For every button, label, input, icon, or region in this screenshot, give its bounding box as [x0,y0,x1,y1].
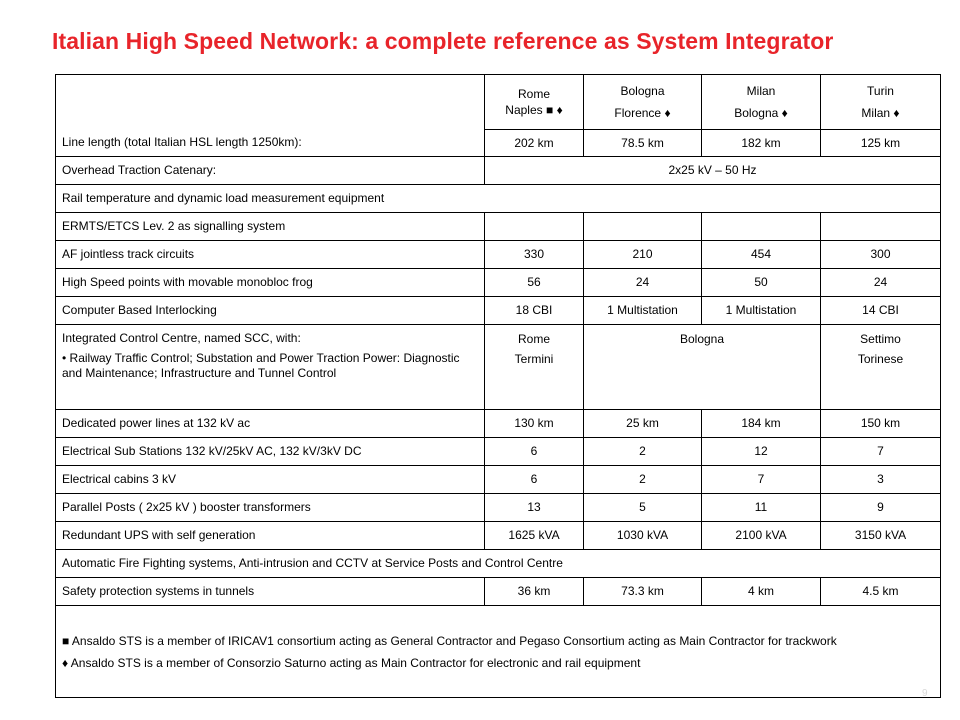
cell-value: 12 [702,438,821,466]
table-row-sub-stations [56,438,941,466]
cell-empty [485,213,584,241]
slide-title: Italian High Speed Network: a complete reference as System Integrator [52,28,834,54]
note-square: ■ Ansaldo STS is a member of IRICAV1 consortium acting as General Contractor and Pegaso Consortium acting as Main Contractor for trackwork [62,633,837,648]
cell-value: 56 [485,269,584,297]
row-label-full: Rail temperature and dynamic load measurement equipment [56,185,941,213]
cell-line: Torinese [857,352,904,366]
cell-value: 4 km [702,578,821,606]
cell-value: 4.5 km [821,578,941,606]
cell-value: 36 km [485,578,584,606]
col-header-line2: Florence ♦ [614,106,671,120]
row-label-control-centre [56,325,485,410]
cell-value: 1 Multistation [702,297,821,325]
table-row-notes [56,606,941,698]
cell-value: 182 km [702,130,821,157]
table-row-tunnel-safety [56,578,941,606]
cell-line: Rome [517,332,550,346]
row-label: Redundant UPS with self generation [56,522,485,550]
row-label: Computer Based Interlocking [56,297,485,325]
cell-value: 6 [485,438,584,466]
cell-line: Settimo [860,332,901,346]
cell-value: 6 [485,466,584,494]
table-row-line-length [56,130,941,157]
cell-value: 14 CBI [821,297,941,325]
table-row-ups [56,522,941,550]
table-header-row [56,75,941,130]
col-header-rome-naples [485,75,584,130]
control-centre-title: Integrated Control Centre, named SCC, with: [62,331,301,345]
cell-value: 1625 kVA [485,522,584,550]
table-row-rail-temperature [56,185,941,213]
row-label: AF jointless track circuits [56,241,485,269]
col-header-line1: Milan [746,84,776,98]
cell-value: 73.3 km [584,578,702,606]
control-centre-bullet: • Railway Traffic Control; Substation and Power Traction Power: Diagnostic and Maintenance; Infrastructure and Tunnel Control [62,351,460,380]
cell-empty [584,213,702,241]
cell-bologna [584,325,821,410]
row-label: High Speed points with movable monobloc frog [56,269,485,297]
page-number: 9 [922,688,928,699]
cell-value: 2100 kVA [702,522,821,550]
col-header-turin-milan [821,75,941,130]
row-label-full: Automatic Fire Fighting systems, Anti-intrusion and CCTV at Service Posts and Control Centre [56,550,941,578]
table-row-high-speed-points [56,269,941,297]
table-row-fire-fighting [56,550,941,578]
cell-value: 130 km [485,410,584,438]
cell-value: 330 [485,241,584,269]
row-label: Safety protection systems in tunnels [56,578,485,606]
cell-value: 150 km [821,410,941,438]
col-header-line2: Bologna ♦ [734,106,788,120]
cell-value: 1030 kVA [584,522,702,550]
cell-value: 11 [702,494,821,522]
spec-table [55,74,941,698]
cell-empty [702,213,821,241]
cell-empty [821,213,941,241]
cell-value: 2 [584,438,702,466]
col-header-line1: Bologna [620,84,665,98]
cell-rome-termini [485,325,584,410]
row-label: Line length (total Italian HSL length 1250km): [56,130,485,157]
cell-value-merged: 2x25 kV – 50 Hz [485,157,941,185]
row-label: Parallel Posts ( 2x25 kV ) booster transformers [56,494,485,522]
table-row-af-track-circuits [56,241,941,269]
cell-value: 9 [821,494,941,522]
table-row-interlocking [56,297,941,325]
col-header-line2: Milan ♦ [861,106,900,120]
cell-value: 210 [584,241,702,269]
row-label: Electrical cabins 3 kV [56,466,485,494]
col-header-bologna-florence [584,75,702,130]
header-empty-cell [56,75,485,130]
col-header-milan-bologna [702,75,821,130]
table-row-parallel-posts [56,494,941,522]
row-label: ERMTS/ETCS Lev. 2 as signalling system [56,213,485,241]
cell-value: 13 [485,494,584,522]
cell-value: 25 km [584,410,702,438]
cell-settimo-torinese [821,325,941,410]
table-row-cabins [56,466,941,494]
cell-value: 1 Multistation [584,297,702,325]
cell-value: 24 [584,269,702,297]
row-label: Dedicated power lines at 132 kV ac [56,410,485,438]
notes-cell [56,606,941,698]
col-header-line1: Rome [517,87,550,101]
cell-value: 24 [821,269,941,297]
cell-value: 125 km [821,130,941,157]
cell-value: 202 km [485,130,584,157]
cell-value: 454 [702,241,821,269]
cell-line: Bologna [679,332,725,346]
table-row-power-lines [56,410,941,438]
cell-value: 5 [584,494,702,522]
cell-value: 300 [821,241,941,269]
cell-value: 50 [702,269,821,297]
cell-value: 2 [584,466,702,494]
cell-value: 7 [821,438,941,466]
table-row-catenary [56,157,941,185]
cell-value: 78.5 km [584,130,702,157]
cell-line: Termini [514,352,554,366]
cell-value: 3150 kVA [821,522,941,550]
row-label: Overhead Traction Catenary: [56,157,485,185]
row-label: Electrical Sub Stations 132 kV/25kV AC, 132 kV/3kV DC [56,438,485,466]
col-header-line2: Naples ■ ♦ [505,103,563,117]
cell-value: 18 CBI [485,297,584,325]
cell-value: 184 km [702,410,821,438]
table-row-ertms [56,213,941,241]
note-diamond: ♦ Ansaldo STS is a member of Consorzio Saturno acting as Main Contractor for electronic and rail equipment [62,655,641,670]
cell-value: 3 [821,466,941,494]
cell-value: 7 [702,466,821,494]
table-row-control-centre [56,325,941,410]
col-header-line1: Turin [867,84,894,98]
